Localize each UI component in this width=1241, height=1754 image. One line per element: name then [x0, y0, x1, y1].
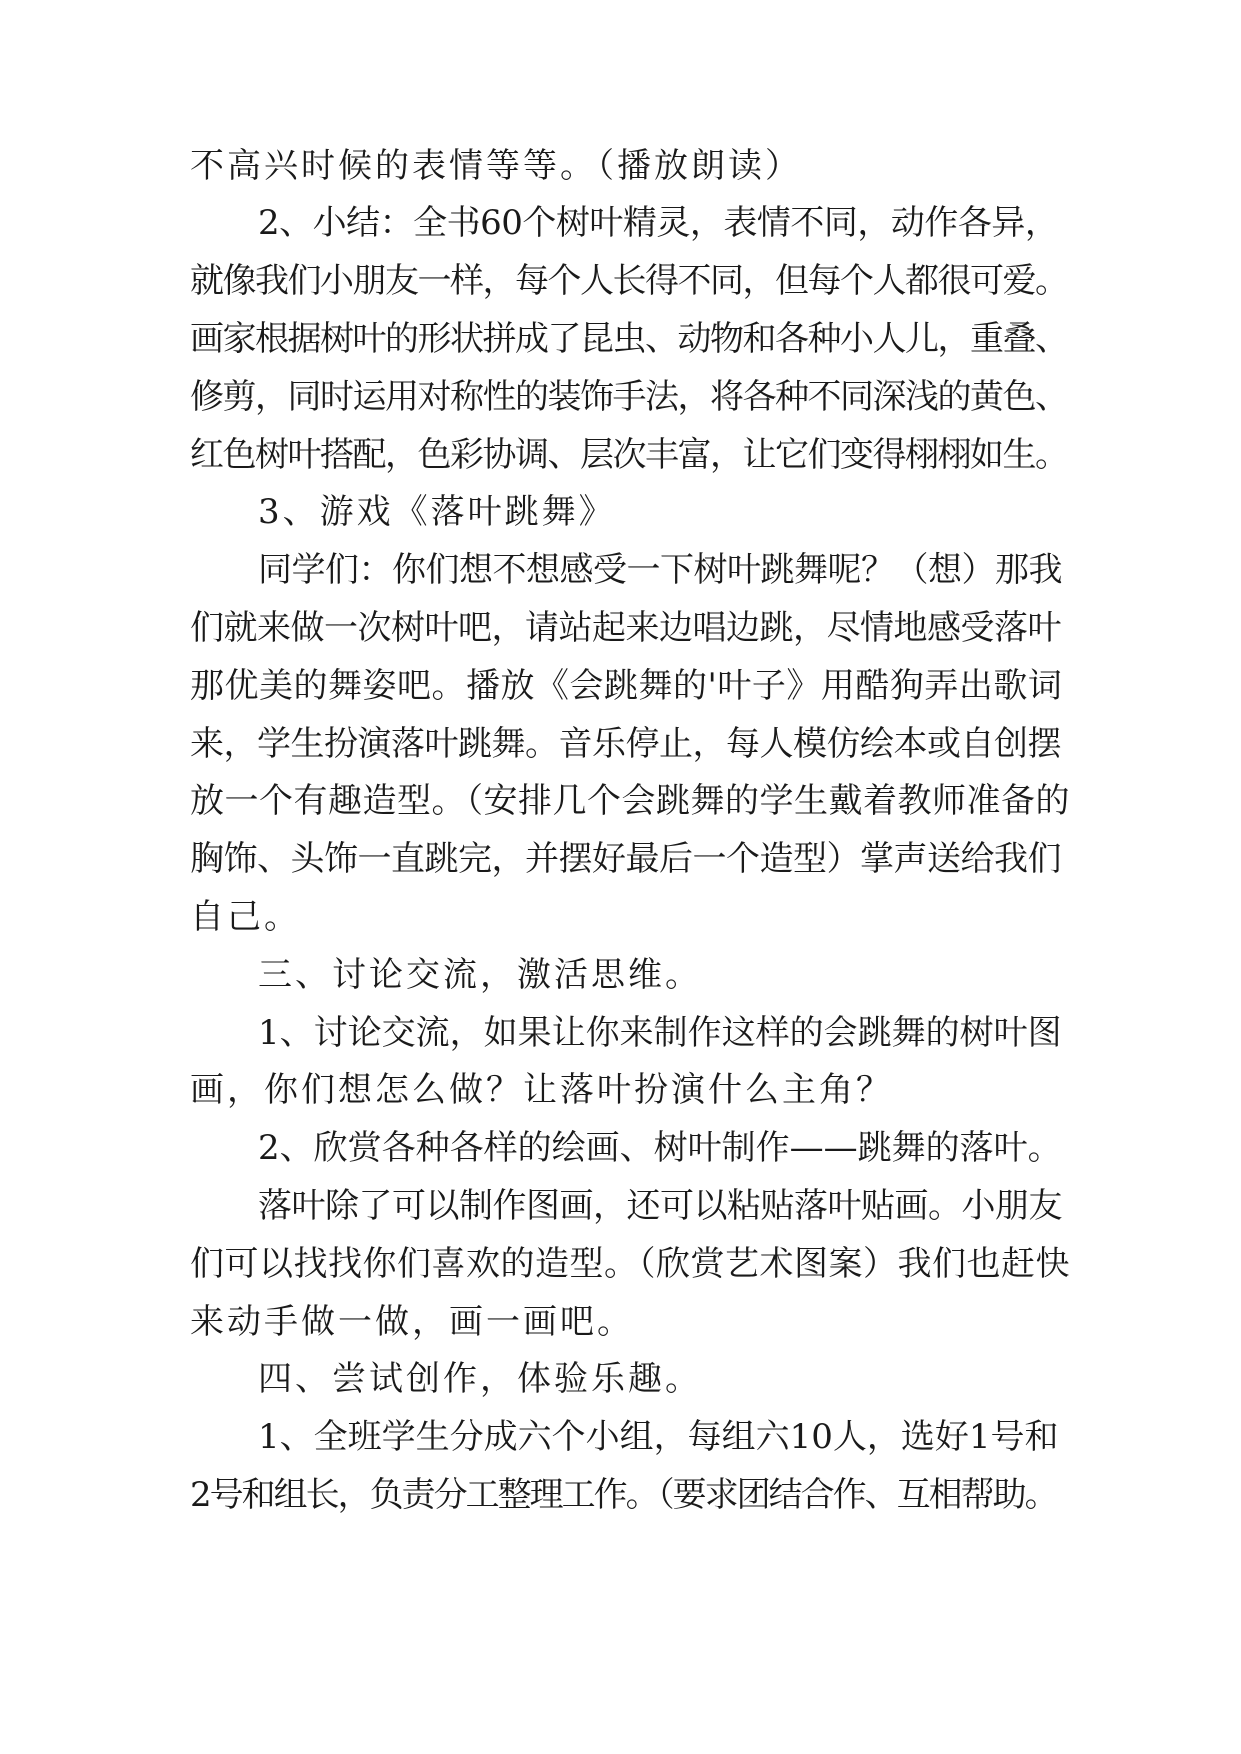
text-line: 那优美的舞姿吧。播放《会跳舞的'叶子》用酷狗弄出歌词	[190, 666, 1063, 706]
text-line: 们就来做一次树叶吧，请站起来边唱边跳，尽情地感受落叶	[190, 608, 1061, 648]
text-line: 不高兴时候的表情等等。（播放朗读）	[190, 146, 802, 186]
text-line: 同学们：你们想不想感受一下树叶跳舞呢？（想）那我	[258, 550, 1062, 590]
text-line: 胸饰、头饰一直跳完，并摆好最后一个造型）掌声送给我们	[190, 839, 1061, 879]
text-line: 2、小结：全书60个树叶精灵，表情不同，动作各异，	[258, 203, 1059, 243]
text-line: 落叶除了可以制作图画，还可以粘贴落叶贴画。小朋友	[258, 1186, 1062, 1226]
text-line: 修剪，同时运用对称性的装饰手法，将各种不同深浅的黄色、	[190, 377, 1068, 417]
text-line: 画，你们想怎么做？让落叶扮演什么主角？	[190, 1070, 893, 1110]
text-line: 1、全班学生分成六个小组，每组六10人，选好1号和	[258, 1417, 1059, 1457]
text-line: 2号和组长，负责分工整理工作。（要求团结合作、互相帮助。	[190, 1475, 1057, 1515]
text-line: 来，学生扮演落叶跳舞。音乐停止，每人模仿绘本或自创摆	[190, 724, 1061, 764]
text-line: 放一个有趣造型。（安排几个会跳舞的学生戴着教师准备的	[190, 781, 1070, 821]
text-line: 自己。	[190, 897, 301, 937]
section-heading: 3、游戏《落叶跳舞》	[258, 492, 616, 532]
section-heading: 三、讨论交流，激活思维。	[258, 955, 702, 995]
text-line: 画家根据树叶的形状拼成了昆虫、动物和各种小人儿，重叠、	[190, 319, 1068, 359]
text-line: 们可以找找你们喜欢的造型。（欣赏艺术图案）我们也赶快	[190, 1244, 1070, 1284]
text-line: 2、欣赏各种各样的绘画、树叶制作——跳舞的落叶。	[258, 1128, 1062, 1168]
text-line: 就像我们小朋友一样，每个人长得不同，但每个人都很可爱。	[190, 261, 1068, 301]
text-line: 1、讨论交流，如果让你来制作这样的会跳舞的树叶图	[258, 1013, 1062, 1053]
text-line: 来动手做一做，画一画吧。	[190, 1302, 634, 1342]
section-heading: 四、尝试创作，体验乐趣。	[258, 1359, 702, 1399]
text-line: 红色树叶搭配，色彩协调、层次丰富，让它们变得栩栩如生。	[190, 435, 1068, 475]
